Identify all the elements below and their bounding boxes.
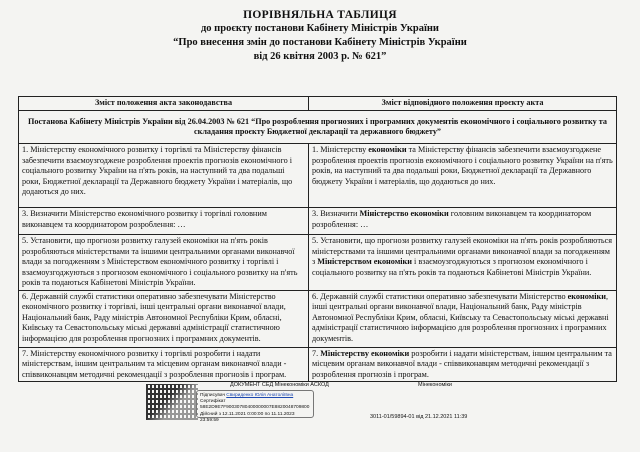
document-header	[40, 8, 600, 64]
proposed-text: , інші центральні органи виконавчої влади, Національний банк, Раду міністрів Автономної Республіки Крим, обласні, Київську та Севастопольську міські державні адміністрації статистичною інформацією для розроблення прогнозних і програмних документів.	[312, 291, 609, 343]
valid-label: Дійсний з	[200, 411, 223, 417]
table-section-row	[19, 111, 617, 144]
current-text-cell: 3. Визначити Міністерство економічного розвитку і торгівлі головним виконавцем та координатором розроблення: …	[19, 208, 309, 235]
registration-number: 3011-01/59894-01 від 21.12.2021 11:39	[370, 414, 468, 420]
document-title: ПОРІВНЯЛЬНА ТАБЛИЦЯ	[243, 9, 397, 21]
changed-text: економіки	[368, 145, 407, 154]
proposed-text-cell	[309, 208, 617, 235]
proposed-text: та Міністерству фінансів забезпечити взаємоузгоджене розроблення проектів прогнозів економічного і соціального розвитку України на п'ять років, на наступний та два подальші роки, Бюджетної декларації та Державного бюджету України і матеріалів, що додаються до них.	[312, 145, 613, 186]
valid-to-label: по	[263, 411, 272, 417]
column-header-proposed: Зміст відповідного положення проєкту акта	[309, 97, 617, 111]
column-header-current: Зміст положення акта законодавства	[19, 97, 309, 111]
proposed-text-cell	[309, 144, 617, 208]
signer-name: Свириденко Юлія Анатоліївна	[226, 393, 294, 398]
current-text-cell: 7. Міністерству економічного розвитку і торгівлі розробити і надати міністерствам, іншим центральним та місцевим органам виконавчої влади - співвиконавцям методичні рекомендації з розроблення прогнозів і програм.	[19, 347, 309, 382]
proposed-text: 5. Установити, що прогнози розвитку галузей економіки на п'ять років розробляються міністерствами та іншими центральними органами виконавчої влади за погодженням з	[312, 236, 613, 266]
proposed-text-cell	[309, 347, 617, 382]
digital-signature-stamp	[196, 390, 314, 423]
current-text-cell: 6. Державній службі статистики оперативно забезпечувати Міністерство економічного розвитку і торгівлі, інші центральні органи виконавчої влади, Національний банк, Раду міністрів Автономної Республіки Крим, обласні, Київську та Севастопольську міські державні адміністрації статистичною інформацією для розроблення прогнозних і програмних документів.	[19, 290, 309, 347]
proposed-text: розробити і надати міністерствам, іншим центральним та місцевим органам виконавчої влади - співвиконавцям методичні рекомендації з розроблення прогнозів і програм.	[312, 348, 612, 379]
proposed-text: 3. Визначити	[312, 209, 360, 218]
table-row	[19, 347, 617, 382]
valid-from: 12.11.2021 0:00:00	[222, 411, 264, 417]
document-subtitle-1: до проєкту постанови Кабінету Міністрів України	[201, 23, 439, 34]
ministry-label: Мінекономіки	[418, 382, 453, 388]
current-text-cell: 5. Установити, що прогнози розвитку галузей економіки на п'ять років розробляються міністерствами та іншими центральними органами виконавчої влади за погодженням з Міністерством економічного розвитку і торгівлі і взаємоузгоджуються з прогнозом економічного і соціального розвитку на п'ять років та подаються Кабінетові Міністрів України.	[19, 235, 309, 291]
cert-label: Сертифікат	[200, 399, 226, 405]
qr-code-icon	[146, 384, 198, 420]
table-row	[19, 144, 617, 208]
resolution-title: Постанова Кабінету Міністрів України від 26.04.2003 № 621 “Про розроблення прогнозних і програмних документів економічного і соціального розвитку та складання проєкту Бюджетної декларації та державного бюджету”	[19, 111, 617, 144]
proposed-text: 6. Державній службі статистики оперативно забезпечувати Міністерство	[312, 291, 568, 301]
proposed-text-cell	[309, 235, 617, 291]
document-subtitle-2: “Про внесення змін до постанови Кабінету Міністрів України	[173, 37, 467, 48]
signature-footer	[0, 380, 640, 452]
table-header-row	[19, 97, 617, 111]
proposed-text: 7.	[312, 348, 321, 358]
changed-text: Міністерству економіки	[320, 348, 410, 358]
proposed-text: головним виконавцем та координатором розроблення: …	[312, 209, 592, 229]
current-text-cell: 1. Міністерству економічного розвитку і торгівлі та Міністерству фінансів забезпечити взаємоузгоджене розроблення проектів прогнозів економічного і соціального розвитку України на п'ять років, на наступний та два подальші роки, Бюджетної декларації та Державного бюджету України і матеріалів, що додаються до них.	[19, 144, 309, 208]
table-row	[19, 290, 617, 347]
table-row	[19, 235, 617, 291]
cert-number: 58E2D9E7F90030780400000007E8820048709800	[200, 405, 310, 411]
proposed-text-cell	[309, 290, 617, 347]
changed-text: Міністерством економіки	[317, 257, 412, 266]
changed-text: Міністерство економіки	[359, 209, 449, 218]
proposed-text: і взаємоузгоджуються з прогнозом економічного і соціального розвитку на п'ять років та подаються Кабінетові Міністрів України.	[312, 257, 592, 277]
table-row	[19, 208, 617, 235]
proposed-text: 1. Міністерству	[312, 145, 369, 154]
valid-to: 11.11.2023 23:59:59	[200, 411, 295, 423]
doc-system-label: ДОКУМЕНТ СЕД Мінекономіки АСКОД	[230, 382, 329, 388]
changed-text: економіки	[567, 291, 606, 301]
comparison-table	[18, 96, 617, 382]
document-subtitle-3: від 26 квітня 2003 р. № 621”	[253, 51, 387, 62]
signer-label: Підписувач	[200, 393, 227, 398]
